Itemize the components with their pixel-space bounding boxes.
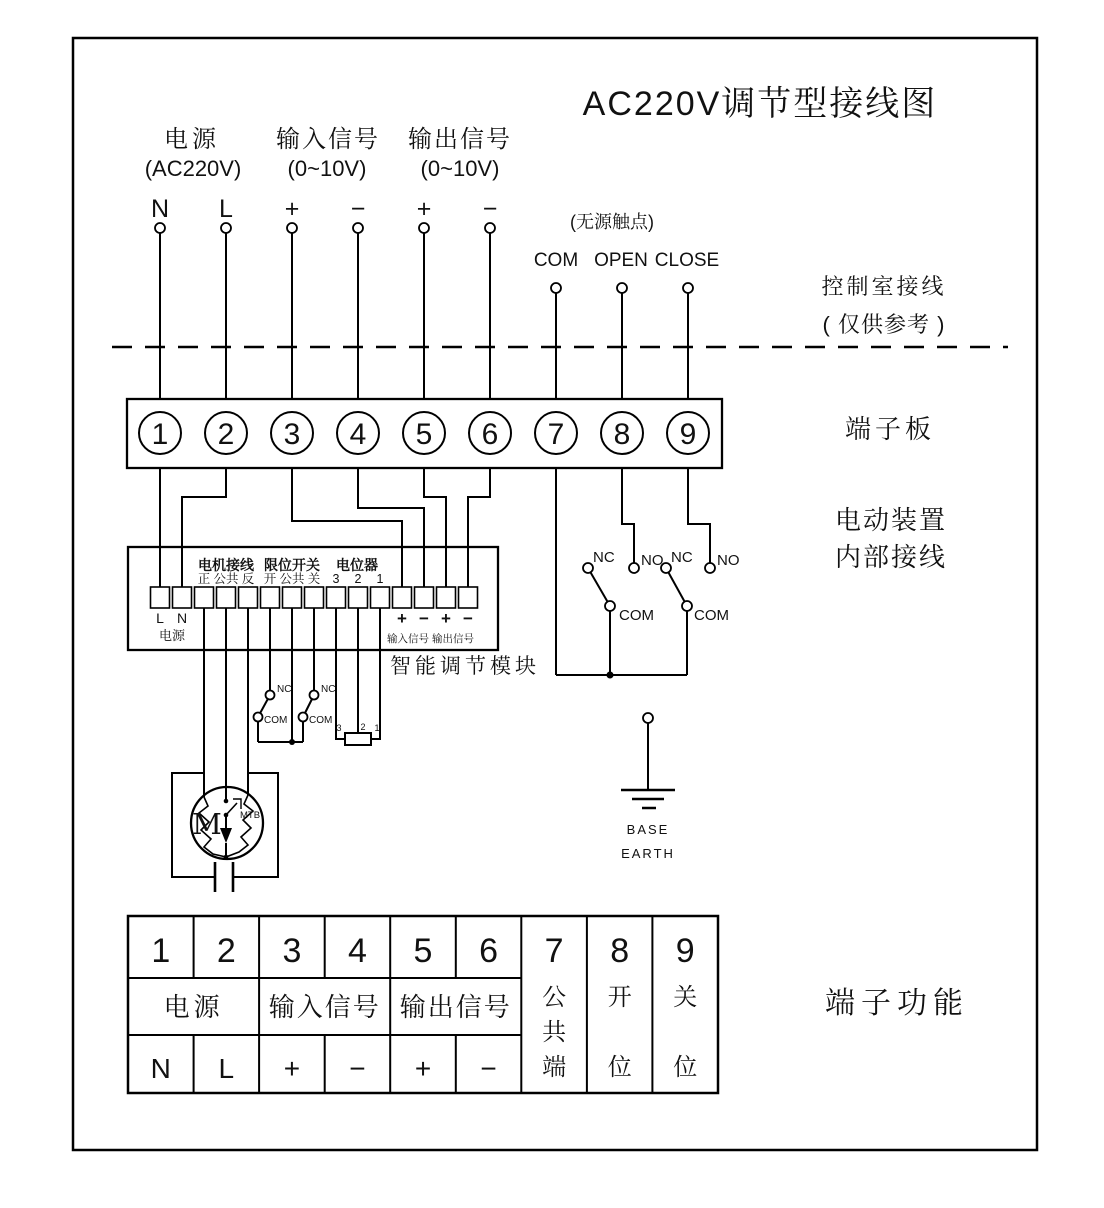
dry-contact-note: (无源触点) — [570, 212, 654, 232]
module-group-potentiometer: 电位器 — [336, 557, 378, 573]
module-power-n: N — [176, 610, 188, 626]
relay2-no-label: NO — [717, 552, 740, 569]
board-terminal-4: 4 — [349, 418, 367, 451]
table-num-6: 6 — [479, 932, 499, 970]
board-terminal-7: 7 — [547, 418, 565, 451]
module-pin-forward: 正 — [197, 572, 211, 586]
module-power-l: L — [156, 610, 164, 626]
table-col9-char2: 位 — [673, 1054, 698, 1081]
board-terminal-1: 1 — [151, 418, 169, 451]
module-pin-3: 3 — [332, 572, 340, 586]
module-group-motor: 电机接线 — [198, 557, 254, 573]
table-func-output: 输出信号 — [399, 992, 512, 1022]
terminal-circle-open — [617, 283, 627, 293]
table-sig-minus2: − — [480, 1053, 497, 1084]
table-func-power: 电源 — [163, 992, 224, 1022]
limit-switch2-nc-label: NC — [321, 684, 336, 695]
input-minus: − — [350, 195, 366, 223]
table-num-8: 8 — [610, 932, 630, 970]
terminal-circle-n — [155, 223, 165, 233]
board-terminal-8: 8 — [613, 418, 631, 451]
module-name-label: 智能调节模块 — [390, 655, 540, 678]
earth-label-earth: EARTH — [621, 846, 675, 861]
terminal-board-label: 端子板 — [844, 414, 936, 444]
output-minus: − — [482, 195, 498, 223]
relay2-no-terminal — [705, 563, 715, 573]
terminal-circle-input-minus — [353, 223, 363, 233]
control-room-note-line2: ( 仅供参考 ) — [822, 312, 946, 337]
table-num-2: 2 — [216, 932, 236, 970]
terminal-circle-l — [221, 223, 231, 233]
output-plus: + — [416, 195, 432, 223]
table-sig-plus1: + — [283, 1053, 301, 1084]
table-num-5: 5 — [413, 932, 433, 970]
earth-symbol — [621, 713, 675, 861]
terminal-circle-input-plus — [287, 223, 297, 233]
diagram-title: AC220V调节型接线图 — [582, 85, 938, 123]
relay1-com-label: COM — [619, 607, 654, 624]
relay1-no-terminal — [629, 563, 639, 573]
module-to-motor-wires — [204, 608, 248, 799]
limit-switch2-com-label: COM — [309, 715, 333, 726]
board-terminal-2: 2 — [217, 418, 235, 451]
winding-right-icon — [226, 795, 253, 857]
module-input-label: 输入信号 — [387, 633, 429, 645]
module-pin-close: 关 — [307, 572, 321, 586]
relay2-com-label: COM — [694, 607, 729, 624]
table-func-input: 输入信号 — [268, 992, 381, 1022]
terminal-circle-close — [683, 283, 693, 293]
module-power-label: 电源 — [158, 628, 186, 643]
table-col7-char1: 公 — [542, 984, 567, 1011]
module-pin-open: 开 — [263, 572, 277, 586]
terminal-board — [127, 399, 722, 468]
relay1-nc-terminal — [583, 563, 593, 573]
limit-switch1-com-terminal — [254, 713, 263, 722]
module-output-minus: − — [463, 609, 473, 628]
control-room-note-line1: 控制室接线 — [821, 274, 947, 299]
limit-switch1-com-label: COM — [264, 715, 288, 726]
table-sig-plus2: + — [414, 1053, 432, 1084]
input-signal-label: 输入信号 — [276, 126, 380, 153]
limit-switch2-nc-terminal — [310, 691, 319, 700]
board-terminal-6: 6 — [481, 418, 499, 451]
table-sig-l: L — [218, 1053, 235, 1084]
motor-mtb-label: MTB — [240, 810, 261, 821]
limit-switch2-com-terminal — [299, 713, 308, 722]
table-num-3: 3 — [282, 932, 302, 970]
output-signal-label: 输出信号 — [408, 126, 512, 153]
output-signal-range: (0~10V) — [420, 156, 500, 181]
top-labels — [145, 85, 947, 337]
internal-wiring-label-line2: 内部接线 — [834, 542, 948, 572]
power-group-range: (AC220V) — [144, 156, 242, 181]
table-sig-n: N — [150, 1053, 171, 1084]
input-plus: + — [284, 195, 300, 223]
power-terminal-n: N — [150, 195, 170, 223]
power-terminal-l: L — [219, 195, 233, 223]
ground-icon — [621, 790, 675, 808]
module-output-label: 输出信号 — [432, 633, 474, 645]
table-num-1: 1 — [151, 932, 171, 970]
module-pin-1: 1 — [376, 572, 384, 586]
table-caption: 端子功能 — [825, 987, 969, 1020]
input-signal-range: (0~10V) — [287, 156, 367, 181]
table-col8-char1: 开 — [607, 984, 632, 1011]
module-output-plus: + — [441, 609, 451, 628]
relay1-no-label: NO — [641, 552, 664, 569]
table-num-4: 4 — [347, 932, 367, 970]
module-pin-2: 2 — [354, 572, 362, 586]
relay1-nc-label: NC — [593, 549, 615, 566]
limit-switch1-nc-label: NC — [277, 684, 292, 695]
capacitor-icon — [215, 862, 233, 892]
module-pin-common2: 公共 — [279, 572, 305, 586]
terminal-circle-output-plus — [419, 223, 429, 233]
limit-switches — [254, 684, 336, 726]
earth-label-base: BASE — [626, 822, 670, 837]
contact-com-label: COM — [533, 250, 579, 271]
table-num-7: 7 — [544, 932, 564, 970]
terminal-circle-output-minus — [485, 223, 495, 233]
earth-terminal-circle — [643, 713, 653, 723]
board-terminal-9: 9 — [679, 418, 697, 451]
module-input-plus: + — [397, 609, 407, 628]
relay-contacts — [583, 549, 740, 624]
table-col8-char2: 位 — [607, 1054, 632, 1081]
contact-open-label: OPEN — [594, 250, 648, 271]
module-pin-reverse: 反 — [241, 572, 255, 586]
table-col7-char3: 端 — [542, 1054, 567, 1081]
terminal-function-table — [128, 916, 718, 1093]
module-input-minus: − — [419, 609, 429, 628]
table-col7-char2: 共 — [542, 1019, 567, 1046]
potentiometer-wires — [336, 608, 380, 739]
board-terminal-3: 3 — [283, 418, 301, 451]
contact-close-label: CLOSE — [654, 250, 720, 271]
table-col9-char1: 关 — [673, 984, 698, 1011]
motor-m-label: M — [192, 807, 222, 841]
relay1-com-terminal — [605, 601, 615, 611]
power-group-label: 电源 — [164, 126, 220, 153]
table-sig-minus1: − — [349, 1053, 366, 1084]
relay2-nc-label: NC — [671, 549, 693, 566]
pot-pin3-label: 3 — [336, 723, 342, 733]
pot-pin2-label: 2 — [360, 722, 366, 732]
relay2-com-terminal — [682, 601, 692, 611]
board-terminal-5: 5 — [415, 418, 433, 451]
terminal-circle-com — [551, 283, 561, 293]
table-num-9: 9 — [675, 932, 695, 970]
internal-wiring-label-line1: 电动装置 — [834, 505, 948, 535]
module-group-limit-switch: 限位开关 — [264, 557, 320, 573]
pot-pin1-label: 1 — [374, 723, 380, 733]
module-pin-common1: 公共 — [213, 572, 239, 586]
limit-switch1-nc-terminal — [266, 691, 275, 700]
